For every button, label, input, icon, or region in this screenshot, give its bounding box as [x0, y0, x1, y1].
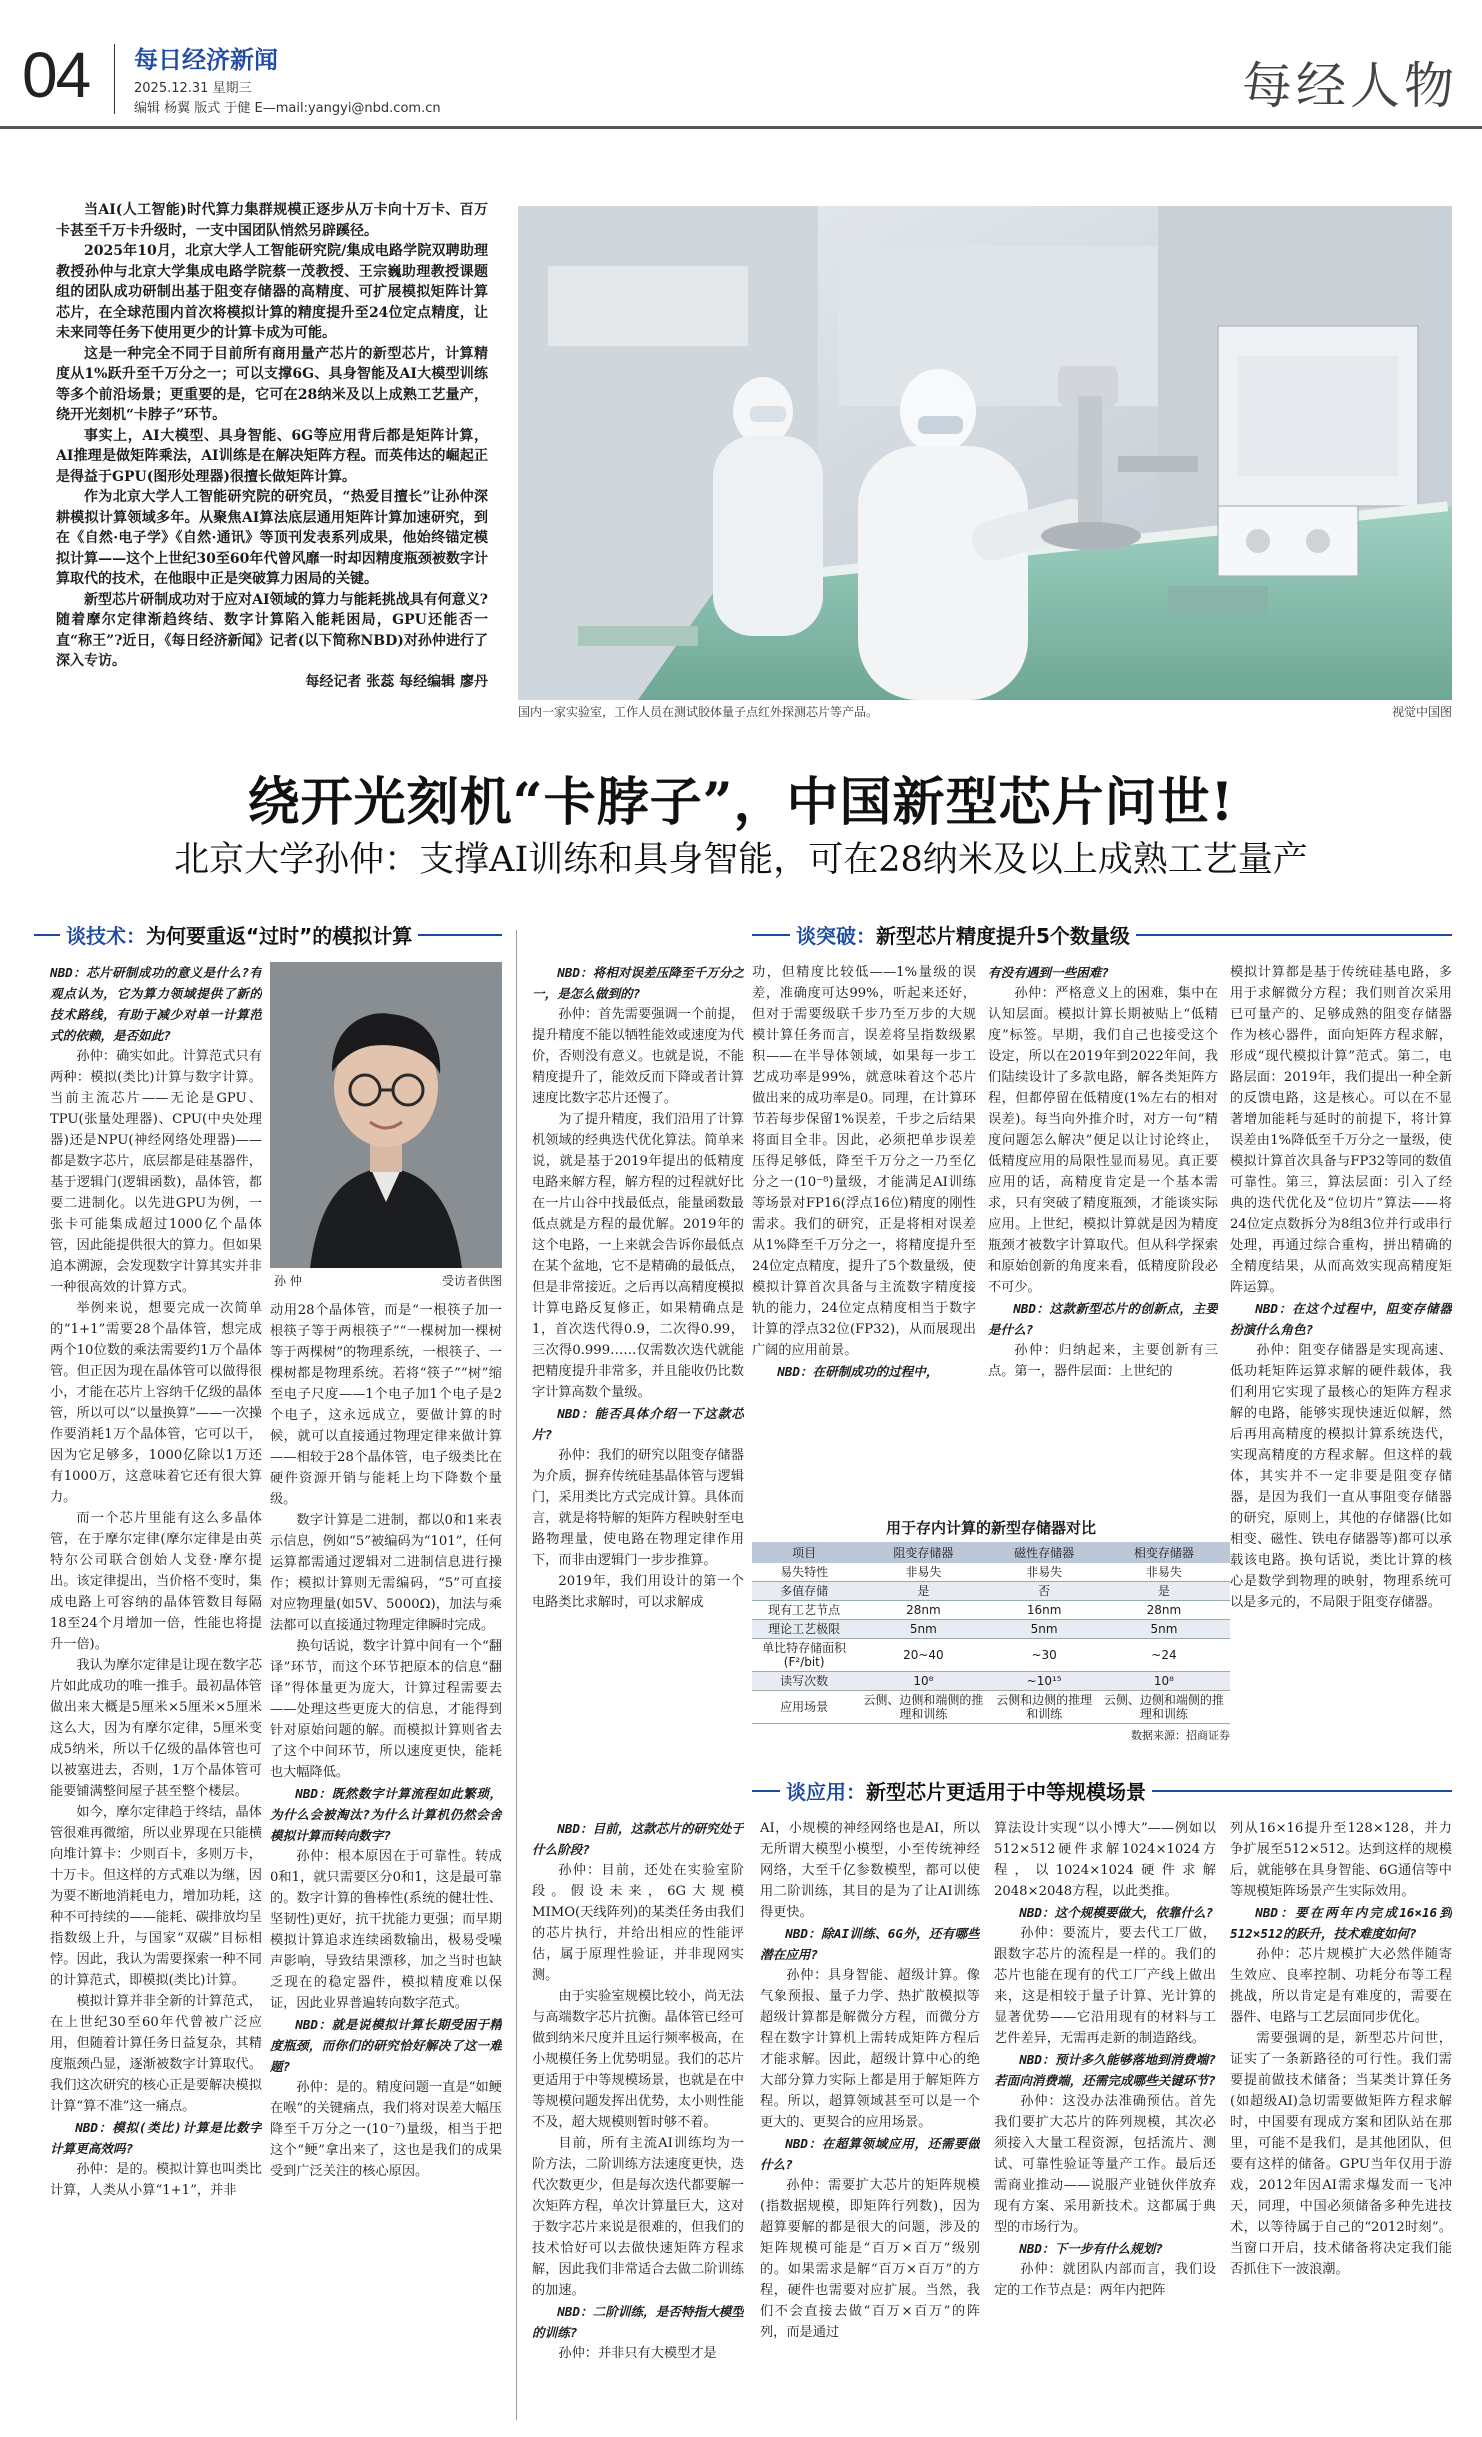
question: NBD：除AI训练、6G外，还有哪些潜在应用?: [760, 1926, 980, 1962]
table-cell: 10⁸: [856, 1672, 990, 1691]
answer: 孙仲：就团队内部而言，我们设定的工作节点是：两年内把阵: [994, 2262, 1216, 2298]
intro-paragraph: 这是一种完全不同于目前所有商用量产芯片的新型芯片，计算精度从1%跃升至千万分之一；可以支撑6G、具身智能及AI大模型训练等多个前沿场景；更重要的是，它可在28纳米及以上成熟工艺量产，绕开光刻机“卡脖子”环节。: [56, 345, 488, 423]
table-row: [752, 1563, 1230, 1582]
date-line: 2025.12.31 星期三: [134, 81, 252, 96]
header-divider: [114, 44, 115, 114]
article-column: [760, 1818, 980, 2343]
section-title-text: 为何要重返“过时”的模拟计算: [146, 924, 413, 948]
section-title-application: [780, 1776, 1152, 1805]
table-cell: 云侧、边侧和端侧的推理和训练: [1098, 1691, 1230, 1724]
table-cell: 28nm: [856, 1601, 990, 1620]
question: NBD：要在两年内完成16×16到512×512的跃升，技术难度如何?: [1230, 1905, 1452, 1941]
answer: 孙仲：确实如此。计算范式只有两种：模拟(类比)计算与数字计算。当前主流芯片——无论是GPU、TPU(张量处理器)、CPU(中央处理器)还是NPU(神经网络处理器)——都是数字芯片，底层都是硅基器件，基于逻辑门(逻辑函数)，晶体管，都要二进制化。以先进GPU为例，一张卡可能集成超过1000亿个晶体管，因此能提供很大的算力。但如果追本溯源，会发现数字计算其实并非一种很高效的计算方式。: [50, 1049, 262, 1295]
answer: 孙仲：要流片，要去代工厂做，跟数字芯片的流程是一样的。我们的芯片也能在现有的代工厂产线上做出来，这是相较于量子计算、光计算的显著优势——它沿用现有的材料与工艺件差异，无需再走新的制造路线。: [994, 1926, 1216, 2046]
portrait-illustration: [270, 962, 502, 1268]
article-column: [994, 1818, 1216, 2301]
portrait-name: 孙 仲: [274, 1274, 302, 1288]
paragraph: 模拟计算都是基于传统硅基电路，多用于求解微分方程；我们则首次采用已可量产的、足够成熟的阻变存储器作为核心器件，面向矩阵方程求解，形成“现代模拟计算”范式。第二，电路层面：2019年，我们提出一种全新的反馈电路，这是核心。可以在不显著增加能耗与延时的前提下，将计算误差由1%降低至千万分之一量级，使模拟计算首次具备与FP32等同的数值可靠性。第三，算法层面：引入了经典的迭代优化及“位切片”算法——将24位定点数拆分为8组3位并行或串行处理，再通过综合重构，拼出精确的全精度结果，从而高效实现高精度矩阵运算。: [1230, 965, 1452, 1295]
table-cell: 现有工艺节点: [752, 1601, 856, 1620]
answer: 孙仲：是的。精度问题一直是“如鲠在喉”的关键痛点，我们将对误差大幅压降至千万分之一(10⁻⁷)量级，相当于把这个“鲠”拿出来了，这也是我们的成果受到广泛关注的核心原因。: [270, 2080, 502, 2179]
table-cell: 20~40: [856, 1639, 990, 1672]
paragraph: 而一个芯片里能有这么多晶体管，在于摩尔定律(摩尔定律是由英特尔公司联合创始人戈登·摩尔提出。该定律提出，当价格不变时，集成电路上可容纳的晶体管数目每隔18至24个月增加一倍，性能也将提升一倍)。: [50, 1511, 262, 1652]
question: NBD：在研制成功的过程中，: [777, 1364, 939, 1379]
main-headline: 绕开光刻机“卡脖子”，中国新型芯片问世!: [247, 772, 1235, 833]
answer: 孙仲：是的。模拟计算也叫类比计算，人类从小算“1+1”，并非: [50, 2162, 262, 2198]
table-source: 数据来源：招商证券: [1131, 1729, 1230, 1742]
column-header: 相变存储器: [1098, 1542, 1230, 1563]
answer: 孙仲：严格意义上的困难，集中在认知层面。模拟计算长期被贴上“低精度”标签。早期，我们自己也接受这个设定，所以在2019年到2022年间，我们陆续设计了多款电路，解各类矩阵方程，但都停留在低精度(1%左右的相对误差)。每当向外推介时，对方一句“精度问题怎么解决”便足以让讨论终止，低精度应用的局限性显而易见。真正要应用的话，高精度肯定是一个基本需求，只有突破了精度瓶颈，才能谈实际应用。上世纪，模拟计算就是因为精度瓶颈才被数字计算取代。但从科学探索和原始创新的角度来看，低精度阶段必不可少。: [988, 986, 1218, 1295]
answer: 孙仲：芯片规模扩大必然伴随寄生效应、良率控制、功耗分布等工程挑战，所以肯定是有难度的，需要在器件、电路与工艺层面同步优化。: [1230, 1947, 1452, 2025]
table-cell: 理论工艺极限: [752, 1620, 856, 1639]
photo-caption: [518, 703, 1452, 720]
comparison-table: [752, 1517, 1230, 1743]
question: NBD：目前，这款芯片的研究处于什么阶段?: [532, 1821, 744, 1857]
section-title-text: 新型芯片精度提升5个数量级: [876, 924, 1130, 948]
paragraph: 我认为摩尔定律是让现在数字芯片如此成功的唯一推手。最初晶体管做出来大概是5厘米×5厘米×5厘米这么大，因为有摩尔定律，5厘米变成5纳米，所以千亿级的晶体管也可以被塞进去，否则，1万个晶体管可能要铺满整间屋子甚至整个楼层。: [50, 1658, 262, 1799]
question: NBD：这个规模要做大，依靠什么?: [1019, 1905, 1214, 1920]
column-divider: [516, 930, 517, 2420]
question: NBD：芯片研制成功的意义是什么?有观点认为，它为算力领域提供了新的技术路线，有助于减少对单一计算范式的依赖，是否如此?: [50, 965, 262, 1043]
article-column: [532, 1818, 744, 2364]
answer: 孙仲：根本原因在于可靠性。转成0和1，就只需要区分0和1，这是最可靠的。数字计算的鲁棒性(系统的健壮性、坚韧性)更好，抗干扰能力更强；而早期模拟计算追求连续函数输出，极易受噪声影响，导致结果漂移，加之当时也缺乏现在的稳定器件，模拟精度难以保证，因此业界普遍转向数字范式。: [270, 1849, 502, 2011]
caption-text: 国内一家实验室，工作人员在测试胶体量子点红外探测芯片等产品。: [518, 705, 879, 719]
paragraph: AI，小规模的神经网络也是AI，所以无所谓大模型小模型，小至传统神经网络，大至千亿参数模型，都可以使用二阶训练，其目的是为了让AI训练得更快。: [760, 1821, 980, 1920]
sub-headline: 北京大学孙仲：支撑AI训练和具身智能，可在28纳米及以上成熟工艺量产: [174, 840, 1308, 880]
question: NBD：既然数字计算流程如此繁琐，为什么会被淘汰?为什么计算机仍然会舍模拟计算而转向数字?: [270, 1786, 502, 1843]
article-column: [532, 962, 744, 1613]
article-column: [988, 962, 1218, 1382]
answer: 孙仲：并非只有大模型才是: [558, 2346, 717, 2361]
column-header: 磁性存储器: [990, 1542, 1098, 1563]
table-cell: 16nm: [990, 1601, 1098, 1620]
paragraph: 举例来说，想要完成一次简单的“1+1”需要28个晶体管，想完成两个10位数的乘法需要约1万个晶体管。但正因为现在晶体管可以做得很小，才能在芯片上容纳千亿级的晶体管，所以可以“以量换算”——一次操作要消耗1万个晶体管，它可以干，因为它足够多，1000亿除以1万还有1000万，这意味着它还有很大算力。: [50, 1301, 262, 1505]
paragraph: 2019年，我们用设计的第一个电路类比求解时，可以求解成: [532, 1574, 744, 1610]
table-cell: 5nm: [1098, 1620, 1230, 1639]
table-cell: 非易失: [1098, 1563, 1230, 1582]
question: NBD：模拟(类比)计算是比数字计算更高效吗?: [50, 2120, 262, 2156]
lab-photo: [518, 206, 1452, 700]
byline: 每经记者 张蕊 每经编辑 廖丹: [305, 673, 488, 690]
table-cell: 非易失: [990, 1563, 1098, 1582]
question: NBD：在超算领域应用，还需要做什么?: [760, 2136, 980, 2172]
table-cell: 10⁸: [1098, 1672, 1230, 1691]
table-cell: 5nm: [990, 1620, 1098, 1639]
intro-paragraph: 2025年10月，北京大学人工智能研究院/集成电路学院双聘助理教授孙仲与北京大学集成电路学院蔡一茂教授、王宗巍助理教授课题组的团队成功研制出基于阻变存储器的高精度、可扩展模拟矩阵计算芯片，在全球范围内首次将模拟计算的精度提升至24位定点精度，让未来同等任务下使用更少的计算卡成为可能。: [56, 243, 488, 341]
table-title: 用于存内计算的新型存储器对比: [885, 1519, 1096, 1537]
section-title-text: 新型芯片更适用于中等规模场景: [866, 1780, 1146, 1804]
answer: 孙仲：首先需要强调一个前提，提升精度不能以牺牲能效或速度为代价，否则没有意义。也就是说，不能精度提升了，能效反而下降或者计算速度比数字芯片还慢了。: [532, 1007, 744, 1106]
table-row: [752, 1601, 1230, 1620]
paragraph: 换句话说，数字计算中间有一个“翻译”环节，而这个环节把原本的信息“翻译”得体量更为庞大，计算过程需要去——处理这些更庞大的信息，才能得到针对原始问题的解。而模拟计算则省去了这个中间环节，所以速度更快，能耗也大幅降低。: [270, 1639, 502, 1780]
paragraph: 数字计算是二进制，都以0和1来表示信息，例如“5”被编码为“101”，任何运算都需通过逻辑对二进制信息进行操作；模拟计算则无需编码，“5”可直接对应物理量(如5V、5000Ω)，加法与乘法都可以直接通过物理定律瞬时完成。: [270, 1513, 502, 1633]
question: NBD：这款新型芯片的创新点，主要是什么?: [988, 1301, 1218, 1337]
table-cell: 单比特存储面积(F²/bit): [752, 1639, 856, 1672]
portrait-caption: [270, 1272, 502, 1289]
column-header: 项目: [752, 1542, 856, 1563]
section-title-tech: [60, 920, 418, 949]
section-tag: 谈技术：: [66, 924, 146, 948]
paragraph: 算法设计实现“以小博大”——例如以512×512硬件求解1024×1024方程，以1024×1024硬件求解2048×2048方程，以此类推。: [994, 1821, 1216, 1899]
table-cell: 是: [856, 1582, 990, 1601]
answer: 孙仲：这没办法准确预估。首先我们要扩大芯片的阵列规模，其次必须接入大量工程资源，包括流片、测试、可靠性验证等量产工作。最后还需商业推动——说服产业链伙伴放弃现有方案、采用新技术。这都属于典型的市场行为。: [994, 2094, 1216, 2235]
section-title-breakthrough: [790, 920, 1136, 949]
page-number: 04: [22, 39, 90, 111]
section-tag: 谈突破：: [796, 924, 876, 948]
table-cell: ~10¹⁵: [990, 1672, 1098, 1691]
intro-text: [56, 200, 488, 692]
section-name: 每经人物: [1242, 57, 1458, 115]
portrait-credit: 受访者供图: [441, 1274, 502, 1288]
table-row: [752, 1620, 1230, 1639]
question: NBD：能否具体介绍一下这款芯片?: [532, 1406, 744, 1442]
column-header: 阻变存储器: [856, 1542, 990, 1563]
table-row: [752, 1582, 1230, 1601]
table-cell: 易失特性: [752, 1563, 856, 1582]
question: NBD：二阶训练，是否特指大模型的训练?: [532, 2304, 744, 2340]
paper-name: 每日经济新闻: [134, 46, 278, 74]
table: [752, 1542, 1230, 1724]
photo-credit: 视觉中国图: [1391, 705, 1452, 719]
answer: 孙仲：阻变存储器是实现高速、低功耗矩阵运算求解的硬件载体，我们利用它实现了最核心的矩阵方程求解的电路，能够实现快速近似解，然后再用高精度的模拟计算系统迭代，实现高精度的方程求解。但这样的载体，其实并不一定非要是阻变存储器，是因为我们一直从事阻变存储器的研究，原则上，其他的存储器(比如相变、磁性、铁电存储器等)都可以承载该电路。换句话说，类比计算的核心是数学到物理的映射，物理系统可以是多元的，不局限于阻变存储器。: [1230, 1343, 1452, 1610]
table-cell: ~24: [1098, 1639, 1230, 1672]
paragraph: 目前，所有主流AI训练均为一阶方法，二阶训练方法速度更快，迭代次数更少，但是每次迭代都要解一次矩阵方程，单次计算量巨大，这对于数字芯片来说是很难的，但我们的技术恰好可以去做快速矩阵方程求解，因此我们非常适合去做二阶训练的加速。: [532, 2136, 744, 2298]
intro-paragraph: 作为北京大学人工智能研究院的研究员，“热爱目擅长”让孙仲深耕模拟计算领域多年。从聚焦AI算法底层通用矩阵计算加速研究，到在《自然·电子学》《自然·通讯》等顶刊发表系列成果，他始终锚定模拟计算——这个上世纪30至60年代曾风靡一时却因精度瓶颈被数字计算取代的技术，在他眼中正是突破算力困局的关键。: [56, 489, 488, 587]
header-rule: [0, 126, 1482, 129]
question: NBD：下一步有什么规划?: [1019, 2241, 1163, 2256]
table-cell: 非易失: [856, 1563, 990, 1582]
paragraph: 列从16×16提升至128×128，并力争扩展至512×512。达到这样的规模后，就能够在具身智能、6G通信等中等规模矩阵场景产生实际效用。: [1230, 1821, 1452, 1899]
table-row: [752, 1672, 1230, 1691]
table-cell: 是: [1098, 1582, 1230, 1601]
article-column: [50, 962, 262, 2201]
question: NBD：预计多久能够落地到消费端?若面向消费端，还需完成哪些关键环节?: [994, 2052, 1216, 2088]
answer: 孙仲：我们的研究以阻变存储器为介质，摒弃传统硅基晶体管与逻辑门，采用类比方式完成计算。具体而言，就是将特解的矩阵方程映射至电路物理量，使电路在物理定律作用下，而非由逻辑门一步步推算。: [532, 1448, 744, 1568]
article-column: [1230, 1818, 1452, 2280]
section-tag: 谈应用：: [786, 1780, 866, 1804]
answer: 孙仲：需要扩大芯片的矩阵规模(指数据规模，即矩阵行列数)，因为超算要解的都是很大的问题，涉及的矩阵规模可能是“百万×百万”级别的。如果需求是解“百万×百万”的方程，硬件也需要对应扩展。当然，我们不会直接去做“百万×百万”的阵列，而是通过: [760, 2178, 980, 2340]
paragraph: 动用28个晶体管，而是“一根筷子加一根筷子等于两根筷子”“一棵树加一棵树等于两棵树”的物理系统，一根筷子、一棵树都是物理系统。若将“筷子”“树”缩至电子尺度——1个电子加1个电子是2个电子，这永远成立，要做计算的时候，就可以直接通过物理定律来做计算——相较于28个晶体管，电子级类比在硬件资源开销与能耗上均下降数个量级。: [270, 1303, 502, 1507]
portrait-photo: [270, 962, 502, 1268]
table-cell: 应用场景: [752, 1691, 856, 1724]
table-cell: 否: [990, 1582, 1098, 1601]
question: NBD：就是说模拟计算长期受困于精度瓶颈，而你们的研究恰好解决了这一难题?: [270, 2017, 502, 2074]
article-column: [752, 962, 976, 1382]
paragraph: 为了提升精度，我们沿用了计算机领域的经典迭代优化算法。简单来说，就是基于2019年提出的低精度电路来解方程，解方程的过程就好比在一片山谷中找最低点，能量函数最低点就是方程的最优解。2019年的这个电路，一上来就会告诉你最低点在某个盆地，它不是精确的最低点，但是非常接近。之后再以高精度模拟计算电路反复修正，如果精确点是1，首次迭代得0.9，二次得0.99，三次得0.999……仅需数次迭代就能把精度提升非常多，并且能收仍比数字计算高数个量级。: [532, 1112, 744, 1400]
intro-paragraph: 当AI(人工智能)时代算力集群规模正逐步从万卡向十万卡、百万卡甚至千万卡升级时，一支中国团队悄然另辟蹊径。: [56, 202, 488, 239]
table-cell: 多值存储: [752, 1582, 856, 1601]
paragraph: 功，但精度比较低——1%量级的误差，准确度可达99%，听起来还好，但对于需要级联千步乃至万步的大规模计算任务而言，误差将呈指数级累积——在半导体领域，如果每一步工艺成功率是99%，就意味着这个芯片做出来的成功率是0。同理，在计算环节若每步保留1%误差，千步之后结果将面目全非。因此，必须把单步误差压得足够低，降至千万分之一乃至亿分之一(10⁻⁸)量级，才能满足AI训练等场景对FP16(浮点16位)精度的刚性需求。我们的研究，正是将相对误差从1%降至千万分之一，将精度提升至24位定点精度，提升了5个数量级，使模拟计算首次具备与主流数字精度接轨的能力，24位定点精度相当于数字计算的浮点32位(FP32)，从而展现出广阔的应用前景。: [752, 965, 976, 1358]
question: NBD：将相对误差压降至千万分之一，是怎么做到的?: [532, 965, 744, 1001]
question: 有没有遇到一些困难?: [988, 965, 1109, 980]
masthead: [0, 0, 1482, 125]
intro-paragraph: 事实上，AI大模型、具身智能、6G等应用背后都是矩阵计算，AI推理是做矩阵乘法，AI训练是在解决矩阵方程。而英伟达的崛起正是得益于GPU(图形处理器)很擅长做矩阵计算。: [56, 427, 488, 485]
paragraph: 由于实验室规模比较小，尚无法与高端数字芯片抗衡。晶体管已经可做到纳米尺度并且运行频率极高，在小规模任务上优势明显。我们的芯片更适用于中等规模场景，也就是在中等规模问题发挥出优势，太小则性能不及，超大规模则暂时够不着。: [532, 1989, 744, 2130]
paragraph: 需要强调的是，新型芯片问世，证实了一条新路径的可行性。我们需要提前做技术储备；当某类计算任务(如超级AI)急切需要做矩阵方程求解时，中国要有现成方案和团队站在那里，可能不是我们，是其他团队，但要有这样的储备。GPU当年仅用于游戏，2012年因AI需求爆发而一飞冲天，同理，中国必须储备多种先进技术，以等待属于自己的“2012时刻”。当窗口开启，技术储备将决定我们能否抓住下一波浪潮。: [1230, 2031, 1452, 2277]
table-cell: 云侧和边侧的推理和训练: [990, 1691, 1098, 1724]
table-cell: 读写次数: [752, 1672, 856, 1691]
table-cell: ~30: [990, 1639, 1098, 1672]
answer: 孙仲：目前，还处在实验室阶段。假设未来，6G大规模MIMO(天线阵列)的某类任务由我们的芯片执行，并给出相应的性能评估，属于原理性验证，并非现网实测。: [532, 1863, 744, 1983]
table-cell: 5nm: [856, 1620, 990, 1639]
table-row: [752, 1691, 1230, 1724]
table-cell: 云侧、边侧和端侧的推理和训练: [856, 1691, 990, 1724]
paragraph: 模拟计算并非全新的计算范式，在上世纪30至60年代曾被广泛应用，但随着计算任务日益复杂，其精度瓶颈凸显，逐渐被数字计算取代。我们这次研究的核心正是要解决模拟计算“算不准”这一痛点。: [50, 1994, 262, 2114]
table-header-row: [752, 1542, 1230, 1563]
table-cell: 28nm: [1098, 1601, 1230, 1620]
question: NBD：在这个过程中，阻变存储器扮演什么角色?: [1230, 1301, 1452, 1337]
answer: 孙仲：具身智能、超级计算。像气象预报、量子力学、热扩散模拟等超级计算都是解微分方程，而微分方程在数字计算机上需转成矩阵方程后才能求解。因此，超级计算中心的绝大部分算力实际上都是用于解矩阵方程。所以，超算领域甚至可以是一个更大的、更契合的应用场景。: [760, 1968, 980, 2130]
intro-paragraph: 新型芯片研制成功对于应对AI领域的算力与能耗挑战具有何意义?随着摩尔定律渐趋终结、数字计算陷入能耗困局，GPU还能否一直“称王”?近日，《每日经济新闻》记者(以下简称NBD)对孙仲进行了深入专访。: [56, 591, 488, 669]
paragraph: 如今，摩尔定律趋于终结，晶体管很难再微缩，所以业界现在只能横向堆计算卡：少则百卡，多则万卡，十万卡。但这样的方式难以为继，因为要不断地消耗电力，增加功耗，这种不可持续的——能耗、碳排放均呈指数级上升，与国家“双碳”目标相悖。因此，我认为需要探索一种不同的计算范式，即模拟(类比)计算。: [50, 1805, 262, 1988]
table-row: [752, 1639, 1230, 1672]
lab-scene-illustration: [518, 206, 1452, 700]
editor-line: 编辑 杨翼 版式 于健 E—mail:yangyi@nbd.com.cn: [134, 101, 441, 116]
article-column: [270, 1300, 502, 2182]
answer: 孙仲：归纳起来，主要创新有三点。第一，器件层面：上世纪的: [988, 1343, 1218, 1379]
article-column: [1230, 962, 1452, 1613]
